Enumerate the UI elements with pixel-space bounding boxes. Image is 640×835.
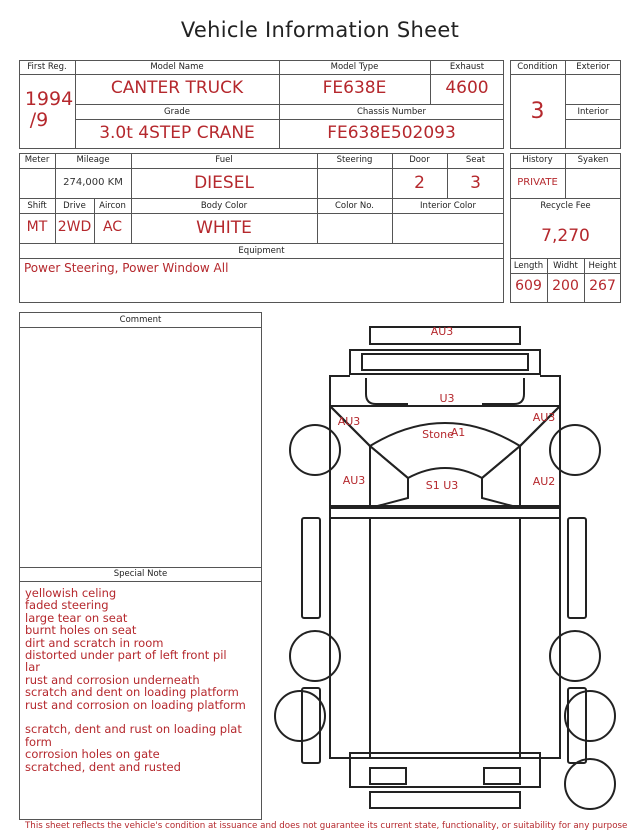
drive-value: 2WD	[57, 219, 92, 235]
mark-windshield-b: A1	[450, 426, 466, 439]
mark-right-lower: AU2	[532, 475, 556, 488]
height-label: Height	[588, 261, 617, 271]
drive-label: Drive	[63, 201, 86, 211]
equipment-value: Power Steering, Power Window All	[24, 261, 229, 275]
color-no-label: Color No.	[334, 201, 374, 211]
aircon-value: AC	[102, 219, 123, 235]
mileage-label: Mileage	[76, 155, 110, 165]
exterior-label: Exterior	[576, 62, 610, 72]
special-note-line: faded steering	[25, 598, 109, 613]
condition-value: 3	[530, 99, 545, 124]
mark-front-bumper: AU3	[430, 325, 454, 338]
body-color-value: WHITE	[196, 218, 252, 238]
disclaimer-footer: This sheet reflects the vehicle's condition at issuance and does not guarantee its current state, functionality, or suitability for any purpose	[25, 821, 628, 831]
length-value: 609	[515, 278, 542, 294]
chassis-number-value: FE638E502093	[327, 123, 456, 143]
model-type-value: FE638E	[322, 78, 387, 98]
exhaust-value: 4600	[445, 78, 489, 98]
special-note-label: Special Note	[113, 569, 168, 579]
special-note-line: rust and corrosion underneath	[25, 672, 200, 687]
history-label: History	[522, 155, 553, 165]
shift-value: MT	[26, 219, 48, 235]
special-note-line: yellowish celing	[25, 586, 117, 600]
width-label: Widht	[553, 261, 578, 271]
mark-cab-bottom: S1 U3	[425, 479, 459, 492]
model-type-label: Model Type	[330, 62, 379, 72]
vehicle-damage-diagram	[270, 318, 640, 818]
fuel-value: DIESEL	[194, 173, 254, 193]
aircon-label: Aircon	[99, 201, 126, 211]
condition-label: Condition	[517, 62, 558, 72]
special-note-line: corrosion holes on gate	[25, 747, 160, 762]
shift-label: Shift	[27, 201, 47, 211]
first-reg-year: 1994	[24, 88, 74, 110]
width-value: 200	[552, 278, 579, 294]
history-value: PRIVATE	[517, 177, 558, 188]
mark-left-upper: AU3	[337, 415, 361, 428]
first-reg-label: First Reg.	[27, 62, 67, 72]
comment-label: Comment	[119, 315, 162, 325]
special-note-line: rust and corrosion on loading platform	[25, 697, 246, 712]
special-note-line: large tear on seat	[25, 610, 128, 625]
syaken-label: Syaken	[577, 155, 609, 165]
special-note-line: dirt and scratch in room	[25, 635, 164, 650]
recycle-fee-value: 7,270	[541, 226, 590, 246]
mileage-value: 274,000 KM	[63, 177, 123, 188]
exhaust-label: Exhaust	[449, 62, 485, 72]
interior-color-label: Interior Color	[420, 201, 476, 211]
first-reg-month: /9	[29, 109, 49, 131]
door-value: 2	[414, 173, 425, 193]
model-name-value: CANTER TRUCK	[110, 78, 244, 98]
mark-windshield-a: Stone	[422, 428, 454, 441]
mark-right-upper: AU3	[532, 411, 556, 424]
height-value: 267	[589, 278, 616, 294]
equipment-label: Equipment	[238, 246, 285, 256]
special-note-line: scratched, dent and rusted	[25, 759, 181, 774]
mark-left-lower: AU3	[342, 474, 366, 487]
seat-label: Seat	[465, 155, 486, 165]
special-note-list	[25, 587, 255, 773]
meter-label: Meter	[24, 155, 50, 165]
special-note-line: burnt holes on seat	[25, 623, 137, 638]
grade-value: 3.0t 4STEP CRANE	[99, 123, 255, 143]
sheet-title: Vehicle Information Sheet	[180, 18, 460, 42]
special-note-line: distorted under part of left front pil	[25, 648, 227, 663]
special-note-line: scratch, dent and rust on loading plat	[25, 722, 242, 737]
mark-hood: U3	[439, 392, 455, 405]
special-note-line: form	[25, 734, 52, 749]
model-name-label: Model Name	[150, 62, 204, 72]
special-note-line: scratch and dent on loading platform	[25, 685, 239, 700]
interior-label: Interior	[577, 107, 609, 117]
body-color-label: Body Color	[200, 201, 248, 211]
fuel-label: Fuel	[215, 155, 233, 165]
chassis-number-label: Chassis Number	[356, 107, 427, 117]
special-note-line: lar	[25, 660, 40, 675]
grade-label: Grade	[164, 107, 190, 117]
length-label: Length	[513, 261, 544, 271]
steering-label: Steering	[336, 155, 373, 165]
recycle-fee-label: Recycle Fee	[540, 201, 591, 211]
seat-value: 3	[470, 173, 481, 193]
door-label: Door	[409, 155, 430, 165]
